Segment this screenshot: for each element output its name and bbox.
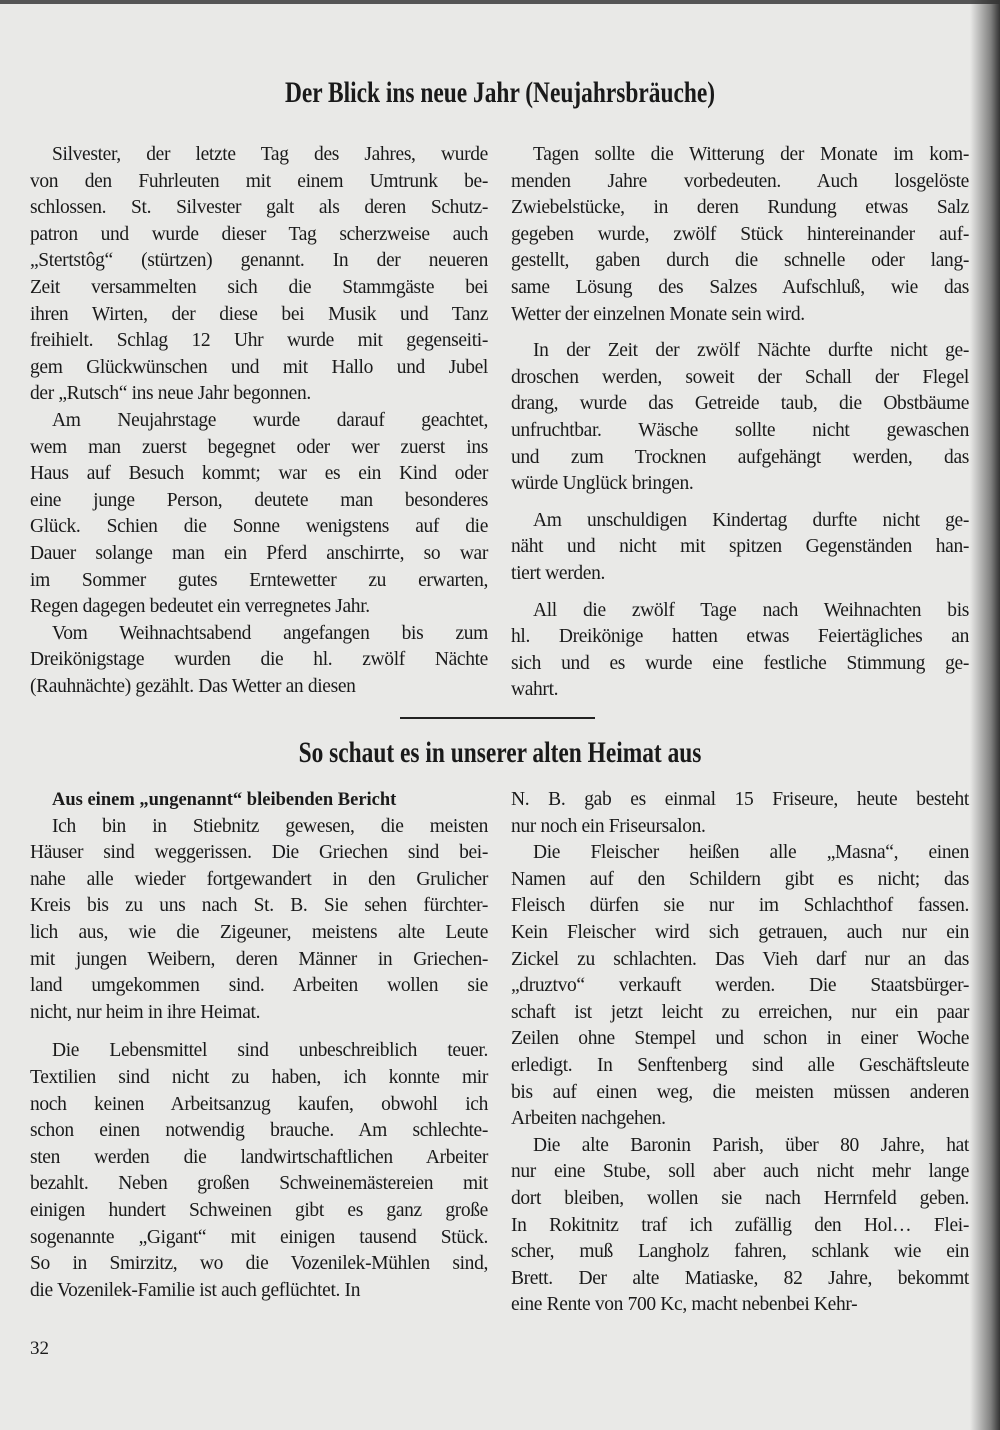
text-line: unfruchtbar. Wäsche sollte nicht gewaschen	[511, 419, 969, 441]
text-line: Zwiebelstücke, in deren Rundung etwas Salz	[511, 197, 969, 219]
text-line: Dauer solange man ein Pferd anschirrte, so war	[30, 542, 488, 564]
text-line: menden Jahre vorbedeuten. Auch losgelöste	[511, 170, 969, 192]
text-line: gem Glückwünschen und mit Hallo und Jubel	[30, 356, 488, 378]
paragraph	[511, 338, 969, 498]
faded-stamp	[410, 22, 426, 69]
text-line: wahrt.	[511, 679, 559, 701]
text-line: nahe alle wieder fortgewandert in den Grulicher	[30, 868, 488, 890]
text-line: Arbeiten nachgehen.	[511, 1108, 666, 1130]
text-line: In der Zeit der zwölf Nächte durfte nicht ge-	[533, 340, 969, 362]
text-line: droschen werden, soweit der Schall der Flegel	[511, 366, 969, 388]
text-line: Kein Fleischer wird sich getrauen, auch nur ein	[511, 921, 969, 943]
article2-subheading: Aus einem „ungenannt“ bleibenden Bericht	[52, 790, 397, 810]
text-line: sten werden die landwirtschaftlichen Arbeiter	[30, 1146, 488, 1168]
text-line: Zickel zu schlachten. Das Vieh darf nur an das	[511, 948, 969, 970]
text-line: Die Lebensmittel sind unbeschreiblich teuer.	[52, 1040, 488, 1062]
text-line: im Sommer gutes Erntewetter zu erwarten,	[30, 569, 488, 591]
text-line: drang, wurde das Getreide taub, die Obstbäume	[511, 393, 969, 415]
text-line: Brett. Der alte Matiaske, 82 Jahre, bekommt	[511, 1267, 969, 1289]
text-line: lich aus, wie die Zigeuner, meistens alte Leute	[30, 921, 488, 943]
text-line: der „Rutsch“ ins neue Jahr begonnen.	[30, 383, 311, 405]
text-line: „druztvo“ verkauft werden. Die Staatsbürger-	[511, 975, 969, 997]
paragraph	[511, 1133, 969, 1319]
text-line: sich und es wurde eine festliche Stimmung ge-	[511, 652, 969, 674]
article1-title: Der Blick ins neue Jahr (Neujahrsbräuche)	[284, 76, 716, 109]
text-line: schaft ist jetzt leicht zu erreichen, nur ein paar	[511, 1001, 969, 1023]
text-line: würde Unglück bringen.	[511, 473, 694, 495]
text-line: die Vozenilek-Familie ist auch geflüchtet. In	[30, 1279, 361, 1301]
text-line: schlossen. St. Silvester galt als deren Schutz-	[30, 197, 488, 219]
article2-right-column	[511, 787, 969, 1319]
text-line: ihren Wirten, der diese bei Musik und Tanz	[30, 303, 488, 325]
text-line: freihielt. Schlag 12 Uhr wurde mit gegenseiti-	[30, 330, 488, 352]
text-line: tiert werden.	[511, 562, 605, 584]
text-line: Fleisch dürfen sie nur im Schlachthof fassen.	[511, 895, 969, 917]
article1-left-column	[30, 142, 488, 700]
text-line: N. B. gab es einmal 15 Friseure, heute besteht	[511, 789, 969, 810]
article1-right-column	[511, 142, 969, 704]
text-line: In Rokitnitz traf ich zufällig den Hol… Flei-	[511, 1214, 969, 1236]
text-line: All die zwölf Tage nach Weihnachten bis	[533, 599, 969, 621]
text-line: noch keinen Arbeitsanzug kaufen, obwohl ich	[30, 1093, 488, 1115]
text-line: So in Smirzitz, wo die Vozenilek-Mühlen sind,	[30, 1253, 488, 1275]
paragraph	[511, 787, 969, 840]
text-line: Haus auf Besuch kommt; war es ein Kind oder	[30, 463, 488, 485]
text-line: Namen auf den Schildern gibt es nicht; das	[511, 868, 969, 890]
text-line: patron und wurde dieser Tag scherzweise auch	[30, 223, 488, 245]
text-line: Silvester, der letzte Tag des Jahres, wurde	[52, 144, 488, 165]
text-line: wem man zuerst begegnet oder wer zuerst ins	[30, 436, 488, 458]
paragraph	[511, 142, 969, 328]
text-line: nur eine Stube, soll aber auch nicht mehr lange	[511, 1161, 969, 1183]
text-line: Tagen sollte die Witterung der Monate im kom-	[533, 144, 969, 165]
text-line: Am unschuldigen Kindertag durfte nicht ge-	[533, 509, 969, 531]
paragraph	[30, 814, 488, 1027]
text-line: „Stertstôg“ (stürtzen) genannt. In der neueren	[30, 250, 488, 272]
text-line: näht und nicht mit spitzen Gegenständen han-	[511, 536, 969, 558]
scan-top-edge	[0, 0, 1000, 4]
article2-title: So schaut es in unserer alten Heimat aus	[298, 736, 702, 769]
text-line: hl. Dreikönige hatten etwas Feiertägliches an	[511, 626, 969, 648]
text-line: schon einen notwendig brauche. Am schlechte-	[30, 1120, 488, 1142]
text-line: einigen hundert Schweinen gibt es ganz große	[30, 1199, 488, 1221]
paragraph	[511, 840, 969, 1133]
section-divider	[400, 717, 595, 719]
text-line: same Lösung des Salzes Aufschluß, wie das	[511, 276, 969, 298]
text-line: Textilien sind nicht zu haben, ich konnte mir	[30, 1066, 488, 1088]
text-line: Zeilen ohne Stempel und schon in einer Woche	[511, 1028, 969, 1050]
text-line: Wetter der einzelnen Monate sein wird.	[511, 303, 805, 325]
text-line: Die Fleischer heißen alle „Masna“, einen	[533, 842, 969, 864]
text-line: sogenannte „Gigant“ mit einigen tausend Stück.	[30, 1226, 488, 1248]
text-line: nur noch ein Friseursalon.	[511, 815, 706, 837]
text-line: nicht, nur heim in ihre Heimat.	[30, 1001, 261, 1023]
text-line: bezahlt. Neben großen Schweinemästereien mit	[30, 1173, 488, 1195]
text-line: Vom Weihnachtsabend angefangen bis zum	[52, 622, 488, 644]
text-line: land umgekommen sind. Arbeiten wollen sie	[30, 975, 488, 997]
text-line: Zeit versammelten sich die Stammgäste bei	[30, 276, 488, 298]
text-line: Glück. Schien die Sonne wenigstens auf die	[30, 516, 488, 538]
text-line: eine junge Person, deutete man besonderes	[30, 489, 488, 511]
paragraph	[30, 1038, 488, 1304]
paragraph	[511, 508, 969, 588]
text-line: bis auf einen weg, die meisten müssen anderen	[511, 1081, 969, 1103]
text-line: Dreikönigstage wurden die hl. zwölf Nächte	[30, 649, 488, 671]
paragraph	[511, 598, 969, 704]
text-line: gegeben wurde, zwölf Stück hintereinander auf-	[511, 223, 969, 245]
scan-binding-shadow	[970, 0, 1000, 1430]
text-line: (Rauhnächte) gezählt. Das Wetter an diesen	[30, 675, 356, 697]
paragraph	[30, 621, 488, 701]
text-line: scher, muß Langholz fahren, schlank wie ein	[511, 1241, 969, 1263]
text-line: erledigt. In Senftenberg sind alle Geschäftsleute	[511, 1054, 969, 1076]
text-line: Häuser sind weggerissen. Die Griechen sind bei-	[30, 842, 488, 864]
text-line: Die alte Baronin Parish, über 80 Jahre, hat	[533, 1134, 969, 1156]
text-line: Regen dagegen bedeutet ein verregnetes Jahr.	[30, 596, 370, 618]
text-line: dort bleiben, wollen sie nach Herrnfeld geben.	[511, 1187, 969, 1209]
text-line: mit jungen Weibern, deren Männer in Griechen-	[30, 948, 488, 970]
page-number: 32	[30, 1338, 49, 1359]
text-line: gestellt, gaben durch die schnelle oder lang-	[511, 250, 969, 272]
text-line: Kreis bis zu uns nach St. B. Sie sehen fürchter-	[30, 895, 488, 917]
paragraph	[30, 408, 488, 621]
text-line: und zum Trocknen aufgehängt werden, das	[511, 446, 969, 468]
paragraph	[30, 142, 488, 408]
text-line: Ich bin in Stiebnitz gewesen, die meisten	[52, 815, 488, 837]
text-line: von den Fuhrleuten mit einem Umtrunk be-	[30, 170, 488, 192]
text-line: Am Neujahrstage wurde darauf geachtet,	[52, 409, 488, 431]
article2-left-column	[30, 787, 488, 1304]
text-line: eine Rente von 700 Kc, macht nebenbei Kehr-	[511, 1294, 858, 1316]
